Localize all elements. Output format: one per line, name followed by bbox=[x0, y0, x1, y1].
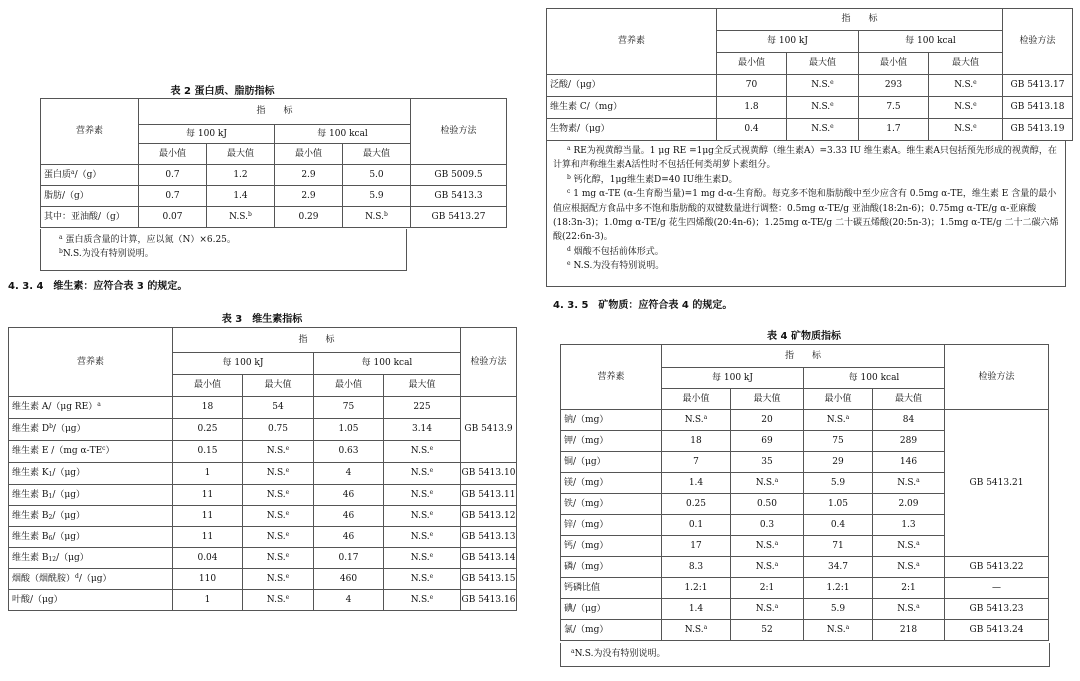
table-cell: 54 bbox=[243, 397, 314, 419]
table-cell: 1.4 bbox=[207, 186, 275, 207]
table-cell: 最大值 bbox=[787, 53, 859, 75]
table-cell: GB 5413.27 bbox=[411, 207, 507, 228]
table2 bbox=[40, 98, 507, 228]
table-cell: N.S.$^a$ bbox=[804, 410, 873, 431]
col-header-max: 最大值 bbox=[343, 144, 411, 165]
table-cell: 碘/（μg） bbox=[561, 599, 662, 620]
table-cell: 52 bbox=[731, 620, 804, 641]
table-row bbox=[9, 527, 517, 548]
table2-caption: 表 2 蛋白质、脂肪指标 bbox=[170, 86, 275, 97]
table-cell: 0.1 bbox=[662, 515, 731, 536]
col-header-max: 最大值 bbox=[207, 144, 275, 165]
table-cell: N.S.$^e$ bbox=[787, 119, 859, 141]
table-cell: 0.4 bbox=[717, 119, 787, 141]
table-cell: — bbox=[945, 578, 1049, 599]
table-cell: 0.17 bbox=[314, 548, 384, 569]
table-cell: 2.09 bbox=[873, 494, 945, 515]
table-cell: 最大值 bbox=[243, 375, 314, 397]
note: $^a$N.S.为没有特别说明。 bbox=[571, 648, 666, 659]
table-row bbox=[41, 207, 507, 228]
table-cell: 维生素 $B_1/(\mu g)$ bbox=[9, 485, 173, 506]
table-cell: 5.9 bbox=[804, 599, 873, 620]
table-cell: GB 5413.21 bbox=[945, 410, 1049, 557]
table-cell: 铁/（mg） bbox=[561, 494, 662, 515]
table-cell: 最小值 bbox=[804, 389, 873, 410]
table-cell: 69 bbox=[731, 431, 804, 452]
table-cell: 35 bbox=[731, 452, 804, 473]
table2-notes bbox=[40, 229, 407, 271]
table-cell: 维生素 $B_2/(\mu g)$ bbox=[9, 506, 173, 527]
table-cell: 最小值 bbox=[662, 389, 731, 410]
table-cell: 1.8 bbox=[717, 97, 787, 119]
section-4-3-5: 4. 3. 5 矿物质：应符合表 4 的规定。 bbox=[553, 300, 733, 311]
table-cell: 18 bbox=[173, 397, 243, 419]
table-cell: 8.3 bbox=[662, 557, 731, 578]
table-cell: N.S.$^a$ bbox=[731, 473, 804, 494]
table-cell: 最小值 bbox=[173, 375, 243, 397]
table-cell: N.S.$^e$ bbox=[384, 527, 461, 548]
section-4-3-4: 4. 3. 4 维生素：应符合表 3 的规定。 bbox=[8, 281, 188, 292]
table-cell: 2.9 bbox=[275, 165, 343, 186]
table-cell: N.S.$^e$ bbox=[243, 527, 314, 548]
table-cell: N.S.$^e$ bbox=[243, 506, 314, 527]
table-cell: N.S.$^e$ bbox=[384, 548, 461, 569]
table-cell: 0.04 bbox=[173, 548, 243, 569]
table-cell: 460 bbox=[314, 569, 384, 590]
table-cell: 营养素 bbox=[561, 345, 662, 410]
table-cell: 71 bbox=[804, 536, 873, 557]
table-cell: 1.3 bbox=[873, 515, 945, 536]
table-cell: N.S.$^e$ bbox=[787, 75, 859, 97]
table-row bbox=[41, 165, 507, 186]
table-cell: 29 bbox=[804, 452, 873, 473]
table-cell: 1.05 bbox=[804, 494, 873, 515]
col-header-method: 检验方法 bbox=[461, 328, 517, 397]
table3-continued bbox=[546, 8, 1073, 141]
col-header-index: 指 标 bbox=[173, 328, 461, 353]
table-cell: 1.05 bbox=[314, 419, 384, 441]
table-cell: 锌/（mg） bbox=[561, 515, 662, 536]
table-cell: N.S.$^e$ bbox=[243, 590, 314, 611]
table-cell: N.S.$^e$ bbox=[384, 463, 461, 485]
table-cell: 1 bbox=[173, 463, 243, 485]
table-cell: 磷/（mg） bbox=[561, 557, 662, 578]
table-cell: 维生素 C/（mg） bbox=[547, 97, 717, 119]
table-cell: 钙磷比值 bbox=[561, 578, 662, 599]
table-cell: 0.50 bbox=[731, 494, 804, 515]
table-cell: N.S.$^e$ bbox=[243, 569, 314, 590]
table-cell: GB 5413.17 bbox=[1003, 75, 1073, 97]
table-cell: N.S.$^e$ bbox=[243, 463, 314, 485]
table-cell: GB 5413.9 bbox=[461, 397, 517, 463]
table-cell: 每 100 kcal bbox=[859, 31, 1003, 53]
table-cell: 镁/（mg） bbox=[561, 473, 662, 494]
table-row bbox=[41, 186, 507, 207]
col-header-nutrient: 营养素 bbox=[9, 328, 173, 397]
table-cell: 钠/（mg） bbox=[561, 410, 662, 431]
table3-caption: 表 3 维生素指标 bbox=[221, 314, 303, 325]
table-row bbox=[9, 506, 517, 527]
table-cell: GB 5413.19 bbox=[1003, 119, 1073, 141]
table-cell: 每 100 kJ bbox=[717, 31, 859, 53]
table4-notes bbox=[560, 643, 1050, 667]
table-cell: 0.63 bbox=[314, 441, 384, 463]
table-cell: GB 5413.10 bbox=[461, 463, 517, 485]
table-cell: 指 标 bbox=[662, 345, 945, 368]
table-cell: 146 bbox=[873, 452, 945, 473]
table-cell: GB 5413.3 bbox=[411, 186, 507, 207]
table-cell: 营养素 bbox=[547, 9, 717, 75]
table-cell: 46 bbox=[314, 506, 384, 527]
table-cell: GB 5413.16 bbox=[461, 590, 517, 611]
table-cell: 11 bbox=[173, 485, 243, 506]
table-cell: 17 bbox=[662, 536, 731, 557]
table-cell: 34.7 bbox=[804, 557, 873, 578]
table-cell: 泛酸/（μg） bbox=[547, 75, 717, 97]
table-cell: 1.2:1 bbox=[662, 578, 731, 599]
table-cell: N.S.$^e$ bbox=[787, 97, 859, 119]
table-cell: 维生素 $B_6/(\mu g)$ bbox=[9, 527, 173, 548]
table-cell: 84 bbox=[873, 410, 945, 431]
col-header-per-kj: 每 100 kJ bbox=[173, 353, 314, 375]
table-cell: 5.9 bbox=[804, 473, 873, 494]
table3 bbox=[8, 327, 517, 611]
table-cell: 维生素 $D^b/(\mu g)$ bbox=[9, 419, 173, 441]
table-cell: N.S.$^a$ bbox=[804, 620, 873, 641]
table-cell: GB 5413.24 bbox=[945, 620, 1049, 641]
table-cell: 2:1 bbox=[873, 578, 945, 599]
table-cell: N.S.$^a$ bbox=[873, 473, 945, 494]
table-cell: 0.75 bbox=[243, 419, 314, 441]
table-cell: N.S.$^b$ bbox=[207, 207, 275, 228]
table-cell: GB 5413.13 bbox=[461, 527, 517, 548]
table-cell: 20 bbox=[731, 410, 804, 431]
table-row bbox=[9, 441, 517, 463]
table-row bbox=[561, 557, 1049, 578]
table-row bbox=[547, 97, 1073, 119]
table-cell: 7.5 bbox=[859, 97, 929, 119]
table-cell: N.S.$^e$ bbox=[243, 548, 314, 569]
table-cell: 2.9 bbox=[275, 186, 343, 207]
table-cell: N.S.$^e$ bbox=[243, 441, 314, 463]
table-cell: 5.9 bbox=[343, 186, 411, 207]
table-cell: 75 bbox=[314, 397, 384, 419]
table-cell: 其中：亚油酸/（g） bbox=[41, 207, 139, 228]
table-cell: 3.14 bbox=[384, 419, 461, 441]
table-cell: 75 bbox=[804, 431, 873, 452]
table3-notes bbox=[546, 141, 1066, 287]
table-cell: N.S.$^e$ bbox=[384, 441, 461, 463]
table-cell: 检验方法 bbox=[1003, 9, 1073, 75]
table-cell: 1.7 bbox=[859, 119, 929, 141]
table-cell: 218 bbox=[873, 620, 945, 641]
table-cell: 0.7 bbox=[139, 186, 207, 207]
table-cell: N.S.$^a$ bbox=[662, 410, 731, 431]
table-cell: 检验方法 bbox=[945, 345, 1049, 410]
table-cell: 225 bbox=[384, 397, 461, 419]
col-header-per-kcal: 每 100 kcal bbox=[314, 353, 461, 375]
table-cell: 0.3 bbox=[731, 515, 804, 536]
col-header-min: 最小值 bbox=[275, 144, 343, 165]
table4-caption: 表 4 矿物质指标 bbox=[767, 331, 841, 342]
table-row bbox=[561, 410, 1049, 431]
table-cell: N.S.$^e$ bbox=[384, 506, 461, 527]
table-cell: N.S.$^a$ bbox=[731, 536, 804, 557]
table-cell: 烟酸（烟酰胺）$^d$/（μg） bbox=[9, 569, 173, 590]
note: $^b$N.S.为没有特别说明。 bbox=[59, 248, 154, 260]
table-row bbox=[561, 599, 1049, 620]
table4 bbox=[560, 344, 1049, 641]
table-cell: N.S.$^e$ bbox=[384, 569, 461, 590]
table-cell: N.S.$^e$ bbox=[384, 485, 461, 506]
table-cell: 1.4 bbox=[662, 473, 731, 494]
table-cell: GB 5413.12 bbox=[461, 506, 517, 527]
table-cell: 最大值 bbox=[731, 389, 804, 410]
table-cell: 289 bbox=[873, 431, 945, 452]
table-cell: GB 5413.11 bbox=[461, 485, 517, 506]
note: $^a$ RE为视黄醇当量。1 μg RE =1μg全反式视黄醇（维生素A）=3.33 IU 维生素A。维生素A只包括预先形成的视黄醇，在计算和声称维生素A活性时不包括任何类胡萝卜素组分。 bbox=[553, 145, 1057, 171]
table-cell: 70 bbox=[717, 75, 787, 97]
table-cell: GB 5413.14 bbox=[461, 548, 517, 569]
table-cell: 脂肪/（g） bbox=[41, 186, 139, 207]
table-cell: N.S.$^a$ bbox=[731, 557, 804, 578]
table-cell: 叶酸/（μg） bbox=[9, 590, 173, 611]
table-cell: 11 bbox=[173, 506, 243, 527]
table-cell: 0.29 bbox=[275, 207, 343, 228]
table-cell: 每 100 kcal bbox=[804, 368, 945, 389]
table-cell: N.S.$^e$ bbox=[243, 485, 314, 506]
note: $^b$ 钙化醇，1μg维生素D=40 IU维生素D。 bbox=[567, 173, 738, 185]
table-cell: 蛋白质$^a$/（g） bbox=[41, 165, 139, 186]
table-cell: 生物素/（μg） bbox=[547, 119, 717, 141]
table-cell: 最小值 bbox=[314, 375, 384, 397]
col-header-method: 检验方法 bbox=[411, 99, 507, 165]
table-cell: GB 5009.5 bbox=[411, 165, 507, 186]
table-row bbox=[9, 419, 517, 441]
table-cell: 1.2:1 bbox=[804, 578, 873, 599]
table-cell: GB 5413.22 bbox=[945, 557, 1049, 578]
table-cell: 46 bbox=[314, 485, 384, 506]
note: $^e$ N.S.为没有特别说明。 bbox=[567, 260, 665, 272]
table-cell: 0.15 bbox=[173, 441, 243, 463]
table-cell: 4 bbox=[314, 463, 384, 485]
table-cell: N.S.$^a$ bbox=[873, 599, 945, 620]
col-header-min: 最小值 bbox=[139, 144, 207, 165]
table-cell: 1.2 bbox=[207, 165, 275, 186]
table-cell: 4 bbox=[314, 590, 384, 611]
table-cell: 0.7 bbox=[139, 165, 207, 186]
table-cell: 维生素 $B_{12}/(\mu g)$ bbox=[9, 548, 173, 569]
table-cell: 0.25 bbox=[173, 419, 243, 441]
table-cell: 每 100 kJ bbox=[662, 368, 804, 389]
table-cell: 最小值 bbox=[717, 53, 787, 75]
table-cell: 7 bbox=[662, 452, 731, 473]
table-cell: 维生素 $K_1/(\mu g)$ bbox=[9, 463, 173, 485]
table-cell: 维生素 E /（mg $\alpha-TE^c$） bbox=[9, 441, 173, 463]
note: $^a$ 蛋白质含量的计算，应以氮（N）×6.25。 bbox=[59, 234, 236, 245]
table-cell: N.S.$^a$ bbox=[873, 536, 945, 557]
table-row bbox=[9, 569, 517, 590]
table-cell: 2:1 bbox=[731, 578, 804, 599]
table-cell: 0.4 bbox=[804, 515, 873, 536]
table-row bbox=[9, 397, 517, 419]
col-header-index: 指 标 bbox=[139, 99, 411, 125]
table-row bbox=[561, 578, 1049, 599]
table-cell: 氯/（mg） bbox=[561, 620, 662, 641]
table-cell: 最大值 bbox=[384, 375, 461, 397]
table-cell: 维生素 A/（μg RE）$^a$ bbox=[9, 397, 173, 419]
table-row bbox=[9, 463, 517, 485]
table-cell: 1 bbox=[173, 590, 243, 611]
table-cell: 铜/（μg） bbox=[561, 452, 662, 473]
table-cell: 11 bbox=[173, 527, 243, 548]
table-cell: 最大值 bbox=[873, 389, 945, 410]
col-header-per-kcal: 每 100 kcal bbox=[275, 125, 411, 144]
table-cell: N.S.$^e$ bbox=[929, 75, 1003, 97]
table-cell: 18 bbox=[662, 431, 731, 452]
table-row bbox=[547, 75, 1073, 97]
table-cell: 110 bbox=[173, 569, 243, 590]
table-cell: 0.07 bbox=[139, 207, 207, 228]
table-cell: 5.0 bbox=[343, 165, 411, 186]
table-row bbox=[9, 485, 517, 506]
col-header-nutrient: 营养素 bbox=[41, 99, 139, 165]
table-cell: N.S.$^a$ bbox=[662, 620, 731, 641]
table-cell: 钙/（mg） bbox=[561, 536, 662, 557]
table-cell: GB 5413.23 bbox=[945, 599, 1049, 620]
table-cell: 1.4 bbox=[662, 599, 731, 620]
table-cell: N.S.$^a$ bbox=[873, 557, 945, 578]
table-cell: GB 5413.15 bbox=[461, 569, 517, 590]
table-cell: 钾/（mg） bbox=[561, 431, 662, 452]
table-cell: GB 5413.18 bbox=[1003, 97, 1073, 119]
note: $^d$ 烟酸不包括前体形式。 bbox=[567, 245, 664, 257]
table-cell: N.S.$^a$ bbox=[731, 599, 804, 620]
table-cell: N.S.$^e$ bbox=[929, 97, 1003, 119]
table-cell: N.S.$^b$ bbox=[343, 207, 411, 228]
table-row bbox=[9, 548, 517, 569]
note: $^c$ 1 mg α-TE (α-生育酚当量)=1 mg d-α-生育酚。每克多不饱和脂肪酸中至少应含有 0.5mg α-TE，维生素 E 含量的最小值应根据配方食品中多不饱和脂肪酸的双键数量进行调整：0.5mg α-TE/g 亚油酸(18:2n-6)；0.75mg α-TE/g α-亚麻酸 (18:3n-3)；1.0mg α-TE/g 花生四烯酸(20:4n-6)；1.25mg α-TE/g 二十碳五烯酸(20:5n-3)；1.5mg α-TE/g 二十二碳六烯酸(22:6n-3)。 bbox=[553, 188, 1059, 243]
table-cell: 293 bbox=[859, 75, 929, 97]
table-cell: 0.25 bbox=[662, 494, 731, 515]
table-cell: 46 bbox=[314, 527, 384, 548]
table-cell: 指 标 bbox=[717, 9, 1003, 31]
table-cell: 最小值 bbox=[859, 53, 929, 75]
table-cell: 最大值 bbox=[929, 53, 1003, 75]
table-row bbox=[547, 119, 1073, 141]
table-row bbox=[9, 590, 517, 611]
col-header-per-kj: 每 100 kJ bbox=[139, 125, 275, 144]
table-cell: N.S.$^e$ bbox=[929, 119, 1003, 141]
table-cell: N.S.$^e$ bbox=[384, 590, 461, 611]
table-row bbox=[561, 620, 1049, 641]
